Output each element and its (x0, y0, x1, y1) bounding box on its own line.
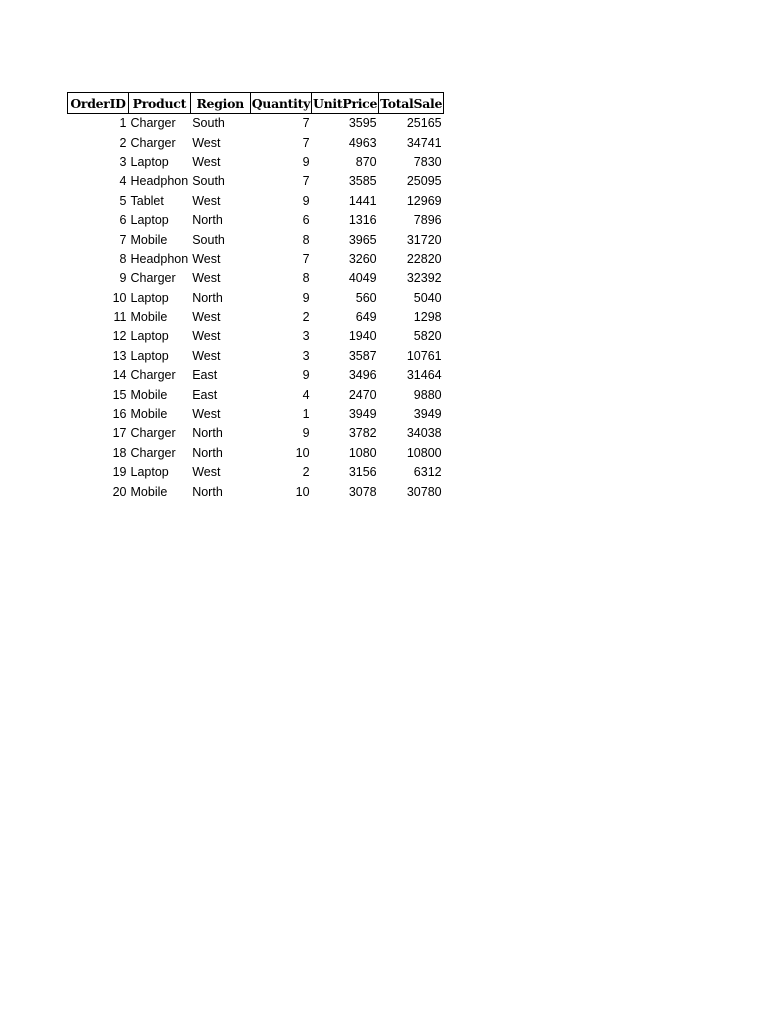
cell-totalsale: 1298 (413, 310, 442, 325)
cell-totalsale: 7830 (413, 154, 442, 169)
cell-quantity: 8 (302, 271, 310, 286)
cell-product: Mobile (130, 387, 168, 402)
cell-quantity: 9 (302, 154, 310, 169)
cell-unitprice: 3260 (348, 251, 377, 266)
cell-quantity: 9 (302, 193, 310, 208)
cell-unitprice: 4049 (348, 271, 377, 286)
cell-quantity: 9 (302, 290, 310, 305)
table-header (68, 93, 444, 114)
header-unitprice: UnitPrice (312, 93, 379, 114)
cell-totalsale: 6312 (413, 465, 442, 480)
cell-quantity: 7 (302, 174, 310, 189)
cell-orderid: 17 (112, 426, 127, 441)
cell-region: West (192, 251, 221, 266)
cell-quantity: 10 (295, 445, 310, 460)
cell-orderid: 19 (112, 465, 127, 480)
cell-quantity: 6 (302, 213, 310, 228)
cell-region: North (192, 484, 223, 499)
cell-unitprice: 3156 (348, 465, 377, 480)
cell-quantity: 1 (302, 407, 310, 422)
table-row (68, 444, 444, 463)
header-region: Region (190, 93, 250, 114)
cell-region: West (192, 407, 221, 422)
cell-region: West (192, 193, 221, 208)
cell-region: West (192, 310, 221, 325)
cell-region: West (192, 154, 221, 169)
cell-product: Laptop (130, 329, 169, 344)
cell-region: East (192, 368, 218, 383)
cell-quantity: 10 (295, 484, 310, 499)
table-row (68, 385, 444, 404)
sales-table (67, 92, 444, 502)
table-row (68, 482, 444, 501)
cell-totalsale: 7896 (413, 213, 442, 228)
table-row (68, 424, 444, 443)
cell-quantity: 7 (302, 116, 310, 131)
cell-region: West (192, 329, 221, 344)
cell-region: North (192, 213, 223, 228)
cell-unitprice: 3595 (348, 116, 377, 131)
cell-unitprice: 3782 (348, 426, 377, 441)
cell-unitprice: 1940 (348, 329, 377, 344)
cell-orderid: 20 (112, 484, 127, 499)
cell-product: Charger (130, 426, 176, 441)
cell-region: North (192, 290, 223, 305)
cell-unitprice: 1080 (348, 445, 377, 460)
cell-totalsale: 31464 (406, 368, 442, 383)
cell-orderid: 9 (119, 271, 127, 286)
table-row (68, 172, 444, 191)
cell-orderid: 15 (112, 387, 127, 402)
cell-region: South (192, 116, 225, 131)
cell-quantity: 9 (302, 368, 310, 383)
cell-region: East (192, 387, 218, 402)
cell-region: South (192, 174, 225, 189)
cell-unitprice: 1441 (348, 193, 377, 208)
cell-totalsale: 5820 (413, 329, 442, 344)
cell-totalsale: 31720 (406, 232, 442, 247)
header-row (68, 93, 444, 114)
cell-totalsale: 34741 (406, 135, 442, 150)
table-row (68, 192, 444, 211)
cell-product: Mobile (130, 232, 168, 247)
cell-product: Mobile (130, 484, 168, 499)
cell-orderid: 11 (113, 310, 127, 325)
cell-totalsale: 5040 (413, 290, 442, 305)
cell-product: Charger (130, 445, 176, 460)
cell-product: Laptop (130, 213, 169, 228)
cell-region: West (192, 271, 221, 286)
cell-product: Mobile (130, 407, 168, 422)
cell-unitprice: 3496 (348, 368, 377, 383)
table-row (68, 114, 444, 134)
cell-orderid: 10 (112, 290, 127, 305)
cell-totalsale: 25095 (406, 174, 442, 189)
cell-product: Laptop (130, 154, 169, 169)
cell-unitprice: 560 (355, 290, 377, 305)
table-row (68, 250, 444, 269)
cell-unitprice: 3587 (348, 348, 377, 363)
cell-totalsale: 3949 (413, 407, 442, 422)
table-row (68, 366, 444, 385)
cell-orderid: 2 (119, 135, 127, 150)
cell-product: Laptop (130, 465, 169, 480)
cell-product: Charger (130, 116, 176, 131)
table-body (68, 114, 444, 502)
cell-region: South (192, 232, 225, 247)
cell-product: Headphon (130, 174, 189, 189)
cell-orderid: 5 (119, 193, 127, 208)
table-row (68, 153, 444, 172)
table-row (68, 133, 444, 152)
cell-product: Laptop (130, 290, 169, 305)
header-totalsale: TotalSale (379, 93, 444, 114)
cell-quantity: 3 (302, 329, 310, 344)
cell-quantity: 7 (302, 251, 310, 266)
cell-quantity: 2 (302, 310, 310, 325)
cell-region: North (192, 426, 223, 441)
cell-region: West (192, 465, 221, 480)
cell-orderid: 3 (119, 154, 127, 169)
cell-quantity: 8 (302, 232, 310, 247)
cell-unitprice: 1316 (348, 213, 377, 228)
cell-orderid: 8 (119, 251, 127, 266)
header-product: Product (129, 93, 191, 114)
table-row (68, 347, 444, 366)
table-row (68, 463, 444, 482)
cell-unitprice: 3585 (348, 174, 377, 189)
cell-unitprice: 2470 (348, 387, 377, 402)
table-row (68, 230, 444, 249)
header-orderid: OrderID (68, 93, 129, 114)
cell-product: Mobile (130, 310, 168, 325)
cell-unitprice: 3949 (348, 407, 377, 422)
cell-orderid: 18 (112, 445, 127, 460)
cell-orderid: 16 (112, 407, 127, 422)
table-row (68, 308, 444, 327)
cell-totalsale: 12969 (406, 193, 442, 208)
cell-orderid: 7 (119, 232, 127, 247)
cell-totalsale: 10761 (406, 348, 442, 363)
cell-orderid: 1 (119, 116, 127, 131)
cell-orderid: 13 (112, 348, 127, 363)
cell-unitprice: 3965 (348, 232, 377, 247)
cell-unitprice: 3078 (348, 484, 377, 499)
cell-product: Headphon (130, 251, 189, 266)
cell-quantity: 7 (302, 135, 310, 150)
table-row (68, 269, 444, 288)
cell-product: Laptop (130, 348, 169, 363)
cell-orderid: 6 (119, 213, 127, 228)
cell-region: West (192, 348, 221, 363)
table-row (68, 211, 444, 230)
cell-product: Charger (130, 135, 176, 150)
cell-quantity: 4 (302, 387, 310, 402)
cell-totalsale: 32392 (406, 271, 442, 286)
cell-unitprice: 649 (355, 310, 377, 325)
cell-totalsale: 34038 (406, 426, 442, 441)
cell-product: Charger (130, 271, 176, 286)
cell-unitprice: 4963 (348, 135, 377, 150)
cell-quantity: 2 (302, 465, 310, 480)
cell-orderid: 12 (112, 329, 127, 344)
cell-unitprice: 870 (355, 154, 377, 169)
cell-product: Tablet (130, 193, 164, 208)
cell-region: North (192, 445, 223, 460)
cell-quantity: 3 (302, 348, 310, 363)
cell-quantity: 9 (302, 426, 310, 441)
cell-totalsale: 30780 (406, 484, 442, 499)
cell-orderid: 14 (112, 368, 127, 383)
cell-region: West (192, 135, 221, 150)
cell-totalsale: 22820 (406, 251, 442, 266)
cell-totalsale: 9880 (413, 387, 442, 402)
header-quantity: Quantity (250, 93, 311, 114)
table-row (68, 327, 444, 346)
cell-orderid: 4 (119, 174, 127, 189)
cell-product: Charger (130, 368, 176, 383)
cell-totalsale: 25165 (406, 116, 442, 131)
table-row (68, 405, 444, 424)
table-row (68, 289, 444, 308)
cell-totalsale: 10800 (406, 445, 442, 460)
